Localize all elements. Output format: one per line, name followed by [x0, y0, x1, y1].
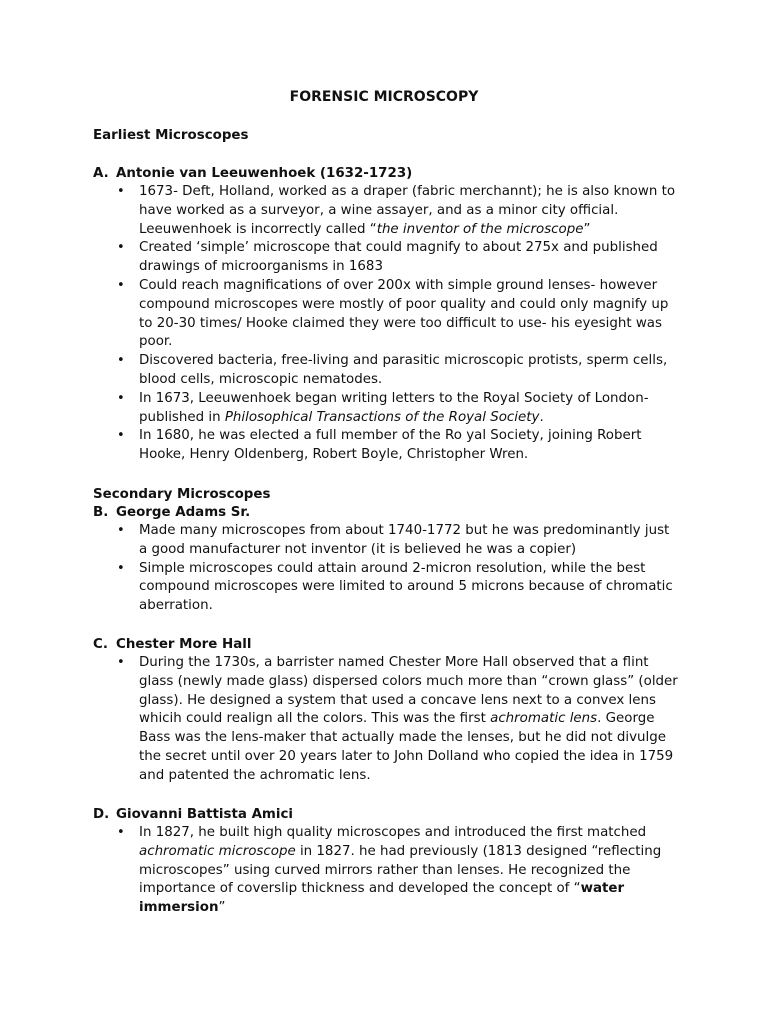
section-heading-earliest: Earliest Microscopes: [93, 128, 249, 143]
subsection-heading-amici: [93, 805, 293, 824]
bullet-emphasis: achromatic lens: [490, 711, 598, 727]
bullet-text-end: .: [539, 409, 544, 425]
bullet-text-mid: in 1827. he had previously (1813 designed “reflecting microscopes” using curved mirrors rather than lenses. He recognized the importance of coverslip thickness and developed the concept of “: [139, 843, 662, 897]
subsection-title: Giovanni Battista Amici: [116, 807, 294, 822]
list-item: [139, 183, 679, 239]
subsection-title: Chester More Hall: [116, 637, 252, 652]
bullet-list-amici: [139, 824, 679, 918]
list-item: [139, 824, 679, 918]
bullet-emphasis: the inventor of the microscope: [376, 221, 584, 237]
bullet-emphasis: Philosophical Transactions of the Royal Society: [224, 409, 540, 425]
bullet-text: In 1680, he was elected a full member of the Ro yal Society, joining Robert Hooke, Henry Oldenberg, Robert Boyle, Christopher Wren.: [139, 428, 642, 463]
bullet-text: Made many microscopes from about 1740-1772 but he was predominantly just a good manufacturer not inventor (it is believed he was a copier): [139, 523, 670, 557]
list-item: [139, 522, 679, 560]
list-item: [139, 427, 679, 465]
section-heading-secondary: Secondary Microscopes: [93, 487, 271, 502]
subsection-title: George Adams Sr.: [116, 505, 251, 520]
bullet-text-end: ”: [583, 221, 591, 237]
list-item: [139, 239, 679, 277]
bullet-strong: water immersion: [139, 881, 625, 916]
bullet-emphasis: achromatic microscope: [139, 843, 296, 859]
bullet-text: Discovered bacteria, free-living and parasitic microscopic protists, sperm cells, blood cells, microscopic nematodes.: [139, 353, 668, 387]
subsection-heading-leeuwenhoek: [93, 164, 412, 183]
subsection-letter: B.: [93, 505, 109, 520]
bullet-list-hall: [139, 654, 679, 786]
bullet-text: In 1673, Leeuwenhoek began writing letters to the Royal Society of London- published in: [139, 390, 649, 425]
list-item: [139, 352, 679, 390]
subsection-heading-adams: [93, 503, 250, 522]
list-item: [139, 654, 679, 786]
page-title: FORENSIC MICROSCOPY: [289, 89, 479, 105]
bullet-text: 1673- Deft, Holland, worked as a draper (fabric merchannt); he is also known to have worked as a surveyor, a wine assayer, and as a minor city official. Leeuwenhoek is incorrectly called “: [139, 184, 676, 237]
bullet-text-end: ”: [218, 900, 226, 916]
subsection-letter: A.: [93, 166, 109, 181]
subsection-title: Antonie van Leeuwenhoek (1632-1723): [116, 166, 413, 181]
subsection-letter: C.: [93, 637, 108, 652]
subsection-letter: D.: [93, 807, 110, 822]
subsection-heading-hall: [93, 635, 251, 654]
list-item: [139, 390, 679, 428]
bullet-text-end: . George Bass was the lens-maker that actually made the lenses, but he did not divulge the secret until over 20 years later to John Dolland who copied the idea in 1759 and patented the achromatic lens.: [139, 711, 674, 783]
bullet-list-leeuwenhoek: [139, 183, 679, 465]
bullet-text: In 1827, he built high quality microscopes and introduced the first matched: [139, 825, 647, 840]
bullet-text: During the 1730s, a barrister named Chester More Hall observed that a flint glass (newly made glass) dispersed colors much more than “crown glass” (older glass). He designed a system that used a concave lens next to a convex lens whicih could realign all the colors. This was the first: [139, 655, 678, 727]
bullet-text: Created ‘simple’ microscope that could magnify to about 275x and published drawings of microorganisms in 1683: [139, 240, 658, 275]
bullet-text: Could reach magnifications of over 200x with simple ground lenses- however compound microscopes were mostly of poor quality and could only magnify up to 20-30 times/ Hooke claimed they were too difficult to use- his eyesight was poor.: [139, 277, 669, 350]
list-item: [139, 560, 679, 616]
bullet-text: Simple microscopes could attain around 2-micron resolution, while the best compound microscopes were limited to around 5 microns because of chromatic aberration.: [139, 560, 673, 614]
list-item: [139, 277, 679, 352]
bullet-list-adams: [139, 522, 679, 616]
